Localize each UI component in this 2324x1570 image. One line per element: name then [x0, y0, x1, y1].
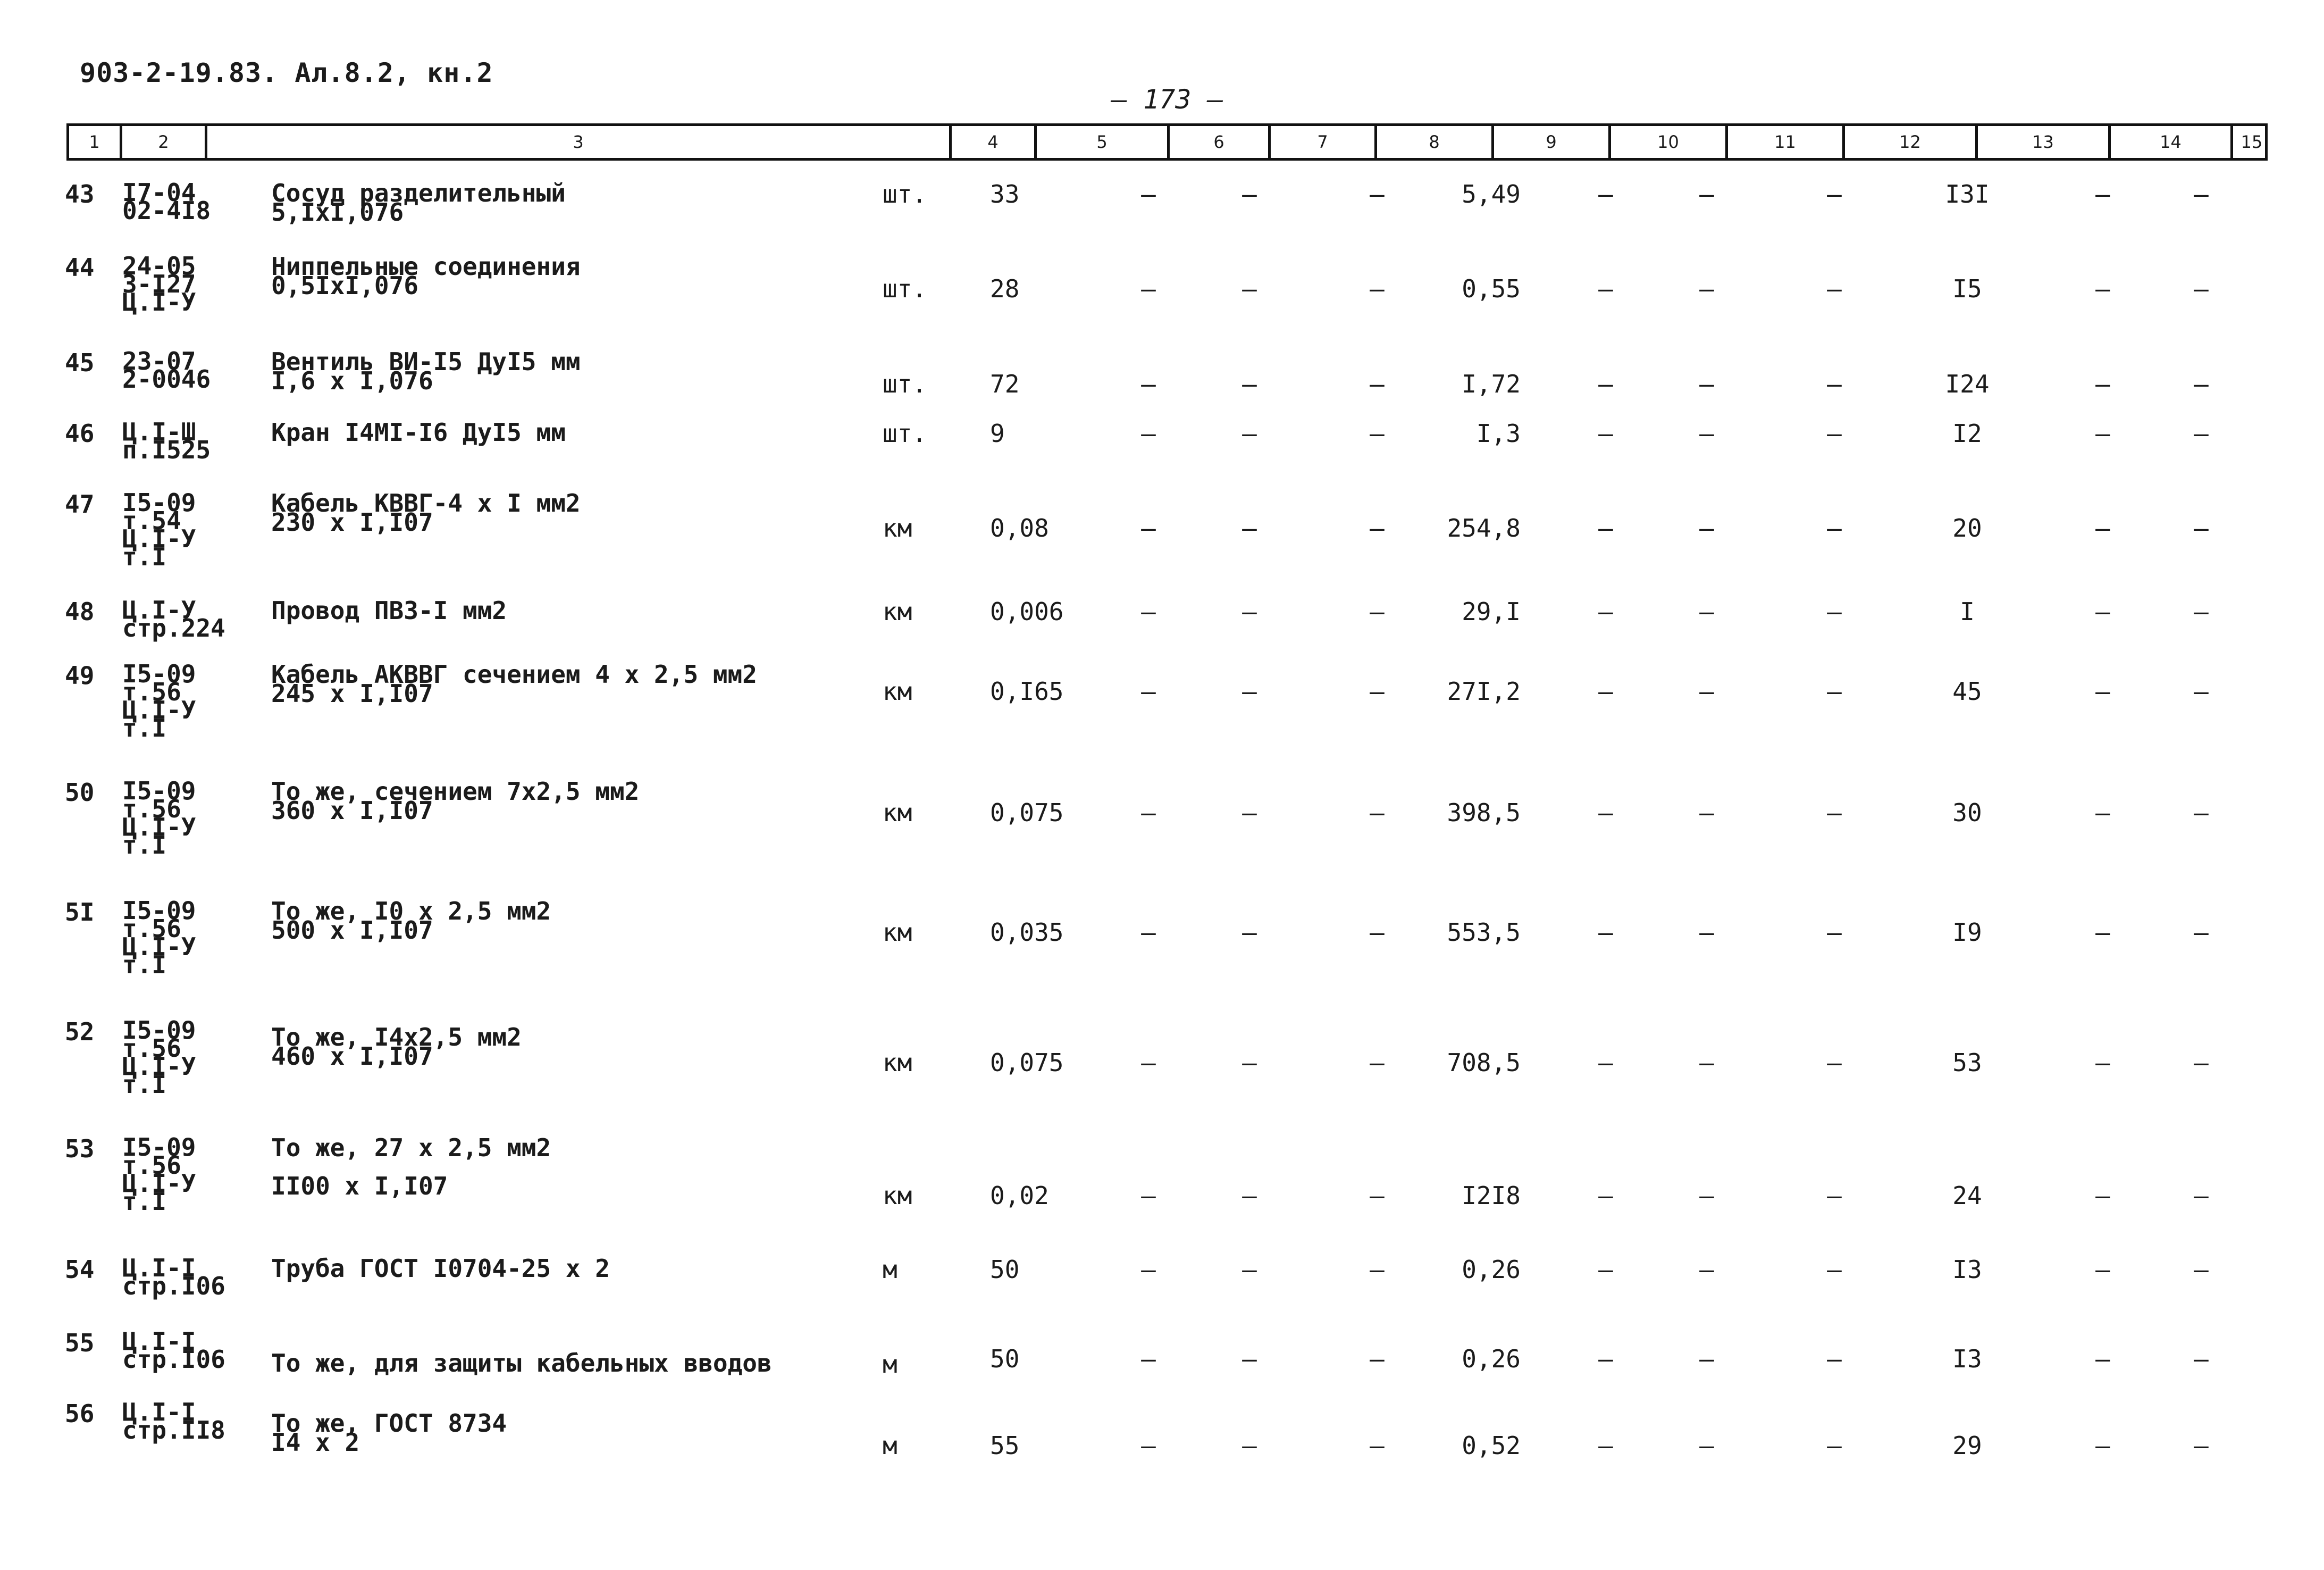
cell-col15: –	[2194, 1431, 2209, 1460]
cell-col12: –	[1827, 918, 1842, 947]
cell-col12: –	[1827, 180, 1842, 208]
page-number: — 173 —	[1111, 84, 1223, 115]
unit-price: 254,8	[1447, 514, 1521, 542]
norm-code: I5-09 т.56 Ц.I-У т.I	[122, 1133, 196, 1216]
cell-col11: –	[1699, 1431, 1714, 1460]
item-name: Вентиль ВИ-I5 ДуI5 мм I,6 x I,076	[271, 347, 581, 395]
item-name: То же, сечением 7x2,5 мм2 360 x I,I07	[271, 777, 640, 825]
quantity: 50	[990, 1344, 1020, 1373]
item-name: Кран I4MI-I6 ДуI5 мм	[271, 418, 566, 447]
cell-col6: –	[1141, 514, 1156, 542]
quantity: 50	[990, 1255, 1020, 1284]
unit: шт.	[883, 370, 927, 398]
cell-col11: –	[1699, 918, 1714, 947]
column-number: 1	[69, 126, 122, 158]
unit-price: 27I,2	[1447, 677, 1521, 706]
cell-col15: –	[2194, 1255, 2209, 1284]
cell-col8: –	[1370, 370, 1385, 398]
quantity: 55	[990, 1431, 1020, 1460]
cell-col7: –	[1242, 370, 1257, 398]
column-number: 4	[952, 126, 1037, 158]
column-number: 3	[207, 126, 952, 158]
cell-col14: –	[2095, 677, 2110, 706]
total-cost: 30	[1952, 798, 1982, 827]
item-name: Труба ГОСТ I0704-25 x 2	[271, 1254, 610, 1283]
cell-col11: –	[1699, 514, 1714, 542]
total-cost: 53	[1952, 1048, 1982, 1077]
cell-col15: –	[2194, 419, 2209, 448]
column-number: 7	[1271, 126, 1377, 158]
cell-col6: –	[1141, 180, 1156, 208]
row-number: 52	[65, 1017, 95, 1046]
column-number-header	[66, 123, 2268, 161]
unit: м	[883, 1350, 897, 1379]
row-number: 54	[65, 1255, 95, 1284]
unit: км	[883, 1048, 912, 1077]
cell-col6: –	[1141, 1048, 1156, 1077]
item-name: Сосуд разделительный 5,IxI,076	[271, 179, 566, 227]
cell-col11: –	[1699, 1344, 1714, 1373]
item-name: Провод ПВЗ-I мм2	[271, 596, 507, 625]
cell-col8: –	[1370, 514, 1385, 542]
quantity: 0,075	[990, 1048, 1064, 1077]
cell-col12: –	[1827, 1255, 1842, 1284]
unit-price: I2I8	[1462, 1181, 1521, 1210]
cell-col14: –	[2095, 798, 2110, 827]
cell-col14: –	[2095, 419, 2110, 448]
quantity: 33	[990, 180, 1020, 208]
cell-col8: –	[1370, 798, 1385, 827]
cell-col11: –	[1699, 1181, 1714, 1210]
document-code: 903-2-19.83. Ал.8.2, кн.2	[80, 57, 493, 88]
cell-col12: –	[1827, 1344, 1842, 1373]
total-cost: I24	[1945, 370, 1990, 398]
total-cost: 29	[1952, 1431, 1982, 1460]
norm-code: Ц.I-I стр.I06	[122, 1254, 225, 1300]
cell-col11: –	[1699, 798, 1714, 827]
row-number: 43	[65, 180, 95, 208]
cell-col8: –	[1370, 1431, 1385, 1460]
cell-col11: –	[1699, 180, 1714, 208]
row-number: 50	[65, 778, 95, 807]
column-number: 13	[1978, 126, 2111, 158]
norm-code: I5-09 т.56 Ц.I-У т.I	[122, 896, 196, 979]
norm-code: Ц.I-I стр.I06	[122, 1327, 225, 1374]
cell-col15: –	[2194, 1048, 2209, 1077]
cell-col7: –	[1242, 419, 1257, 448]
row-number: 53	[65, 1134, 95, 1163]
unit-price: 398,5	[1447, 798, 1521, 827]
unit-price: 29,I	[1462, 597, 1521, 626]
cell-col10: –	[1598, 1431, 1613, 1460]
cell-col10: –	[1598, 419, 1613, 448]
total-cost: I3	[1952, 1255, 1982, 1284]
unit-price: 0,55	[1462, 274, 1521, 303]
norm-code: Ц.I-Ш п.I525	[122, 417, 211, 464]
column-number: 6	[1170, 126, 1271, 158]
total-cost: I5	[1952, 274, 1982, 303]
unit-price: 0,26	[1462, 1255, 1521, 1284]
cell-col14: –	[2095, 370, 2110, 398]
total-cost: 20	[1952, 514, 1982, 542]
cell-col15: –	[2194, 918, 2209, 947]
quantity: 0,I65	[990, 677, 1064, 706]
cell-col6: –	[1141, 1344, 1156, 1373]
cell-col8: –	[1370, 597, 1385, 626]
cell-col6: –	[1141, 419, 1156, 448]
cell-col8: –	[1370, 419, 1385, 448]
cell-col14: –	[2095, 1431, 2110, 1460]
cell-col14: –	[2095, 1181, 2110, 1210]
unit-price: 553,5	[1447, 918, 1521, 947]
unit-price: 0,26	[1462, 1344, 1521, 1373]
cell-col12: –	[1827, 597, 1842, 626]
unit-price: 708,5	[1447, 1048, 1521, 1077]
norm-code: Ц.I-У стр.224	[122, 596, 225, 642]
row-number: 46	[65, 419, 95, 448]
cell-col6: –	[1141, 798, 1156, 827]
norm-code: I5-09 т.56 Ц.I-У т.I	[122, 776, 196, 859]
row-number: 55	[65, 1329, 95, 1357]
cell-col11: –	[1699, 419, 1714, 448]
cell-col12: –	[1827, 798, 1842, 827]
total-cost: 45	[1952, 677, 1982, 706]
cell-col15: –	[2194, 1344, 2209, 1373]
cell-col8: –	[1370, 1344, 1385, 1373]
row-number: 48	[65, 597, 95, 626]
unit: км	[883, 798, 912, 827]
column-number: 15	[2241, 132, 2263, 152]
norm-code: 23-07 2-0046	[122, 347, 211, 394]
row-number: 44	[65, 253, 95, 282]
quantity: 9	[990, 419, 1005, 448]
norm-code: I5-09 т.56 Ц.I-У т.I	[122, 1016, 196, 1099]
total-cost: 24	[1952, 1181, 1982, 1210]
cell-col14: –	[2095, 597, 2110, 626]
quantity: 0,006	[990, 597, 1064, 626]
cell-col14: –	[2095, 1255, 2110, 1284]
column-number: 12	[1845, 126, 1978, 158]
cell-col14: –	[2095, 1048, 2110, 1077]
cell-col10: –	[1598, 597, 1613, 626]
cell-col7: –	[1242, 1181, 1257, 1210]
unit: шт.	[883, 274, 927, 303]
total-cost: I9	[1952, 918, 1982, 947]
unit: шт.	[883, 419, 927, 448]
item-name: Кабель КВВГ-4 x I мм2 230 x I,I07	[271, 489, 581, 537]
cell-col10: –	[1598, 1344, 1613, 1373]
unit-price: I,3	[1476, 419, 1521, 448]
item-name: Кабель АКВВГ сечением 4 x 2,5 мм2 245 x I,I07	[271, 660, 757, 708]
total-cost: I2	[1952, 419, 1982, 448]
cell-col15: –	[2194, 370, 2209, 398]
item-name: То же, ГОСТ 8734 I4 x 2	[271, 1409, 507, 1457]
row-number: 45	[65, 348, 95, 377]
cell-col6: –	[1141, 370, 1156, 398]
cell-col8: –	[1370, 1181, 1385, 1210]
cell-col12: –	[1827, 370, 1842, 398]
cell-col7: –	[1242, 514, 1257, 542]
cell-col8: –	[1370, 677, 1385, 706]
unit-price: I,72	[1462, 370, 1521, 398]
unit: км	[883, 514, 912, 542]
cell-col8: –	[1370, 180, 1385, 208]
cell-col10: –	[1598, 1048, 1613, 1077]
cell-col6: –	[1141, 597, 1156, 626]
cell-col8: –	[1370, 1255, 1385, 1284]
unit-price: 5,49	[1462, 180, 1521, 208]
cell-col6: –	[1141, 677, 1156, 706]
cell-col7: –	[1242, 1255, 1257, 1284]
norm-code: I5-09 т.54 Ц.I-У т.I	[122, 488, 196, 571]
cell-col12: –	[1827, 419, 1842, 448]
norm-code: I7-04 02-4I8	[122, 178, 211, 225]
norm-code: I5-09 т.56 Ц.I-У т.I	[122, 659, 196, 742]
cell-col7: –	[1242, 918, 1257, 947]
row-number: 47	[65, 490, 95, 519]
cell-col6: –	[1141, 1431, 1156, 1460]
cell-col14: –	[2095, 1344, 2110, 1373]
cell-col12: –	[1827, 1431, 1842, 1460]
cell-col10: –	[1598, 370, 1613, 398]
cell-col15: –	[2194, 1181, 2209, 1210]
row-number: 49	[65, 661, 95, 690]
column-number: 10	[1611, 126, 1728, 158]
cell-col10: –	[1598, 677, 1613, 706]
cell-col7: –	[1242, 180, 1257, 208]
total-cost: I3	[1952, 1344, 1982, 1373]
cell-col12: –	[1827, 1181, 1842, 1210]
unit: км	[883, 597, 912, 626]
cell-col6: –	[1141, 274, 1156, 303]
norm-code: Ц.I-I стр.II8	[122, 1398, 225, 1444]
item-name: То же, I0 x 2,5 мм2 500 x I,I07	[271, 897, 551, 945]
unit: м	[883, 1255, 897, 1284]
item-name: То же, 27 x 2,5 мм2 II00 x I,I07	[271, 1133, 551, 1200]
cell-col6: –	[1141, 918, 1156, 947]
cell-col8: –	[1370, 274, 1385, 303]
cell-col7: –	[1242, 1048, 1257, 1077]
cell-col14: –	[2095, 274, 2110, 303]
cell-col14: –	[2095, 918, 2110, 947]
cell-col11: –	[1699, 677, 1714, 706]
cell-col6: –	[1141, 1255, 1156, 1284]
column-number: 8	[1377, 126, 1494, 158]
cell-col12: –	[1827, 514, 1842, 542]
item-name: То же, I4x2,5 мм2 460 x I,I07	[271, 1023, 522, 1071]
cell-col15: –	[2194, 274, 2209, 303]
cell-col14: –	[2095, 514, 2110, 542]
cell-col15: –	[2194, 597, 2209, 626]
cell-col7: –	[1242, 798, 1257, 827]
cell-col14: –	[2095, 180, 2110, 208]
cell-col7: –	[1242, 1344, 1257, 1373]
cell-col7: –	[1242, 274, 1257, 303]
column-number: 9	[1494, 126, 1611, 158]
cell-col15: –	[2194, 677, 2209, 706]
cell-col12: –	[1827, 677, 1842, 706]
column-number: 5	[1037, 126, 1170, 158]
unit: м	[883, 1431, 897, 1460]
cell-col15: –	[2194, 514, 2209, 542]
column-number: 14	[2111, 126, 2233, 158]
row-number: 56	[65, 1399, 95, 1428]
quantity: 0,08	[990, 514, 1049, 542]
cell-col10: –	[1598, 798, 1613, 827]
unit-price: 0,52	[1462, 1431, 1521, 1460]
cell-col10: –	[1598, 180, 1613, 208]
quantity: 0,02	[990, 1181, 1049, 1210]
cell-col11: –	[1699, 1255, 1714, 1284]
cell-col12: –	[1827, 1048, 1842, 1077]
cell-col15: –	[2194, 180, 2209, 208]
item-name: Ниппельные соединения 0,5IxI,076	[271, 252, 581, 300]
unit: км	[883, 1181, 912, 1210]
cell-col8: –	[1370, 1048, 1385, 1077]
unit: шт.	[883, 180, 927, 208]
quantity: 0,075	[990, 798, 1064, 827]
cell-col11: –	[1699, 274, 1714, 303]
column-number: 2	[122, 126, 207, 158]
cell-col7: –	[1242, 677, 1257, 706]
total-cost: I	[1960, 597, 1975, 626]
quantity: 28	[990, 274, 1020, 303]
cell-col12: –	[1827, 274, 1842, 303]
quantity: 0,035	[990, 918, 1064, 947]
cell-col6: –	[1141, 1181, 1156, 1210]
row-number: 5I	[65, 898, 95, 926]
norm-code: 24-05 3-I27 Ц.I-У	[122, 252, 196, 316]
cell-col15: –	[2194, 798, 2209, 827]
cell-col10: –	[1598, 1181, 1613, 1210]
quantity: 72	[990, 370, 1020, 398]
total-cost: I3I	[1945, 180, 1990, 208]
cell-col8: –	[1370, 918, 1385, 947]
cell-col11: –	[1699, 370, 1714, 398]
cell-col11: –	[1699, 597, 1714, 626]
cell-col10: –	[1598, 918, 1613, 947]
cell-col10: –	[1598, 274, 1613, 303]
column-number: 11	[1728, 126, 1845, 158]
cell-col7: –	[1242, 597, 1257, 626]
unit: км	[883, 677, 912, 706]
cell-col10: –	[1598, 514, 1613, 542]
cell-col10: –	[1598, 1255, 1613, 1284]
item-name: То же, для защиты кабельных вводов	[271, 1349, 772, 1377]
cell-col7: –	[1242, 1431, 1257, 1460]
cell-col11: –	[1699, 1048, 1714, 1077]
unit: км	[883, 918, 912, 947]
